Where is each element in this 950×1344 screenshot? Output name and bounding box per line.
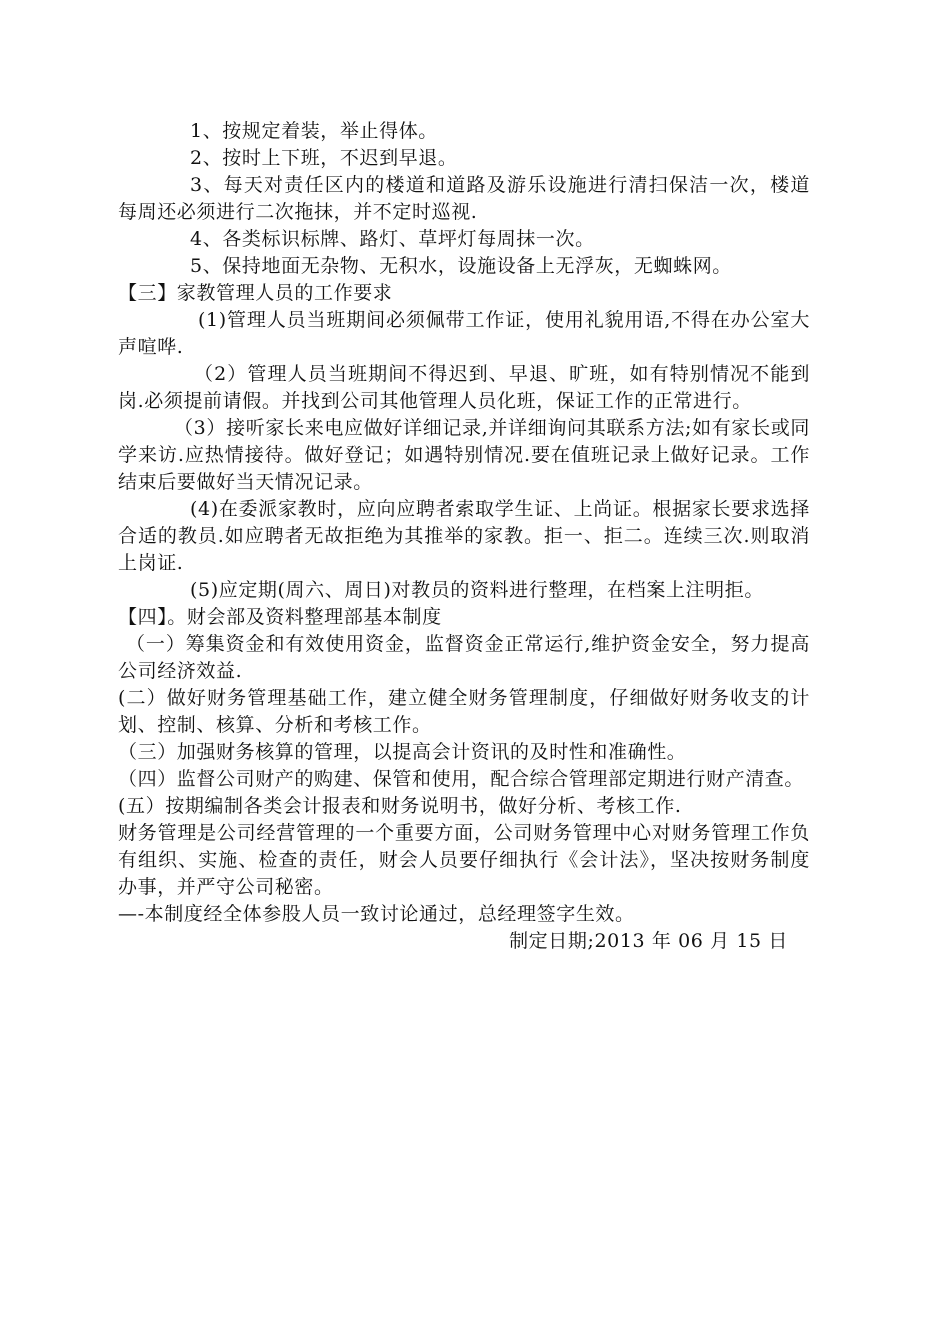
closing-note: —-本制度经全体参股人员一致讨论通过，总经理签字生效。 bbox=[118, 903, 635, 925]
list-item: （三）加强财务核算的管理，以提高会计资讯的及时性和准确性。 bbox=[118, 741, 687, 763]
list-item: 1、按规定着装，举止得体。 bbox=[190, 120, 438, 142]
list-item: (5)应定期(周六、周日)对教员的资料进行整理，在档案上注明拒。 bbox=[190, 579, 764, 601]
list-item: 4、各类标识标牌、路灯、草坪灯每周抹一次。 bbox=[190, 228, 595, 250]
document-date: 制定日期;2013 年 06 月 15 日 bbox=[509, 930, 788, 952]
list-item: 5、保持地面无杂物、无积水，设施设备上无浮灰，无蜘蛛网。 bbox=[190, 255, 732, 277]
list-item: (1)管理人员当班期间必须佩带工作证，使用礼貌用语,不得在办公室大声喧哗. bbox=[118, 309, 810, 358]
list-item: 2、按时上下班，不迟到早退。 bbox=[190, 147, 458, 169]
list-item: (五）按期编制各类会计报表和财务说明书，做好分析、考核工作. bbox=[118, 795, 682, 817]
list-item: （2）管理人员当班期间不得迟到、早退、旷班，如有特别情况不能到岗.必须提前请假。并找到公司其他管理人员化班，保证工作的正常进行。 bbox=[118, 363, 810, 412]
list-item: （3）接听家长来电应做好详细记录,并详细询问其联系方法;如有家长或同学来访.应热情接待。做好登记；如遇特别情况.要在值班记录上做好记录。工作结束后要做好当天情况记录。 bbox=[118, 417, 810, 493]
list-item: (二）做好财务管理基础工作，建立健全财务管理制度，仔细做好财务收支的计划、控制、核算、分析和考核工作。 bbox=[118, 687, 810, 736]
list-item: （一）筹集资金和有效使用资金，监督资金正常运行,维护资金安全，努力提高公司经济效益. bbox=[118, 633, 810, 682]
list-item: (4)在委派家教时，应向应聘者索取学生证、上尚证。根据家长要求选择合适的教员.如应聘者无故拒绝为其推举的家教。拒一、拒二。连续三次.则取消上岗证. bbox=[118, 498, 810, 574]
list-item: （四）监督公司财产的购建、保管和使用，配合综合管理部定期进行财产清查。 bbox=[118, 768, 805, 790]
list-item: 3、每天对责任区内的楼道和道路及游乐设施进行清扫保洁一次，楼道每周还必须进行二次拖抹，并不定时巡视. bbox=[118, 174, 810, 223]
document-page bbox=[118, 118, 810, 955]
section-heading: 【三】家教管理人员的工作要求 bbox=[118, 282, 393, 304]
closing-paragraph: 财务管理是公司经营管理的一个重要方面，公司财务管理中心对财务管理工作负有组织、实施、检查的责任，财会人员要仔细执行《会计法》，坚决按财务制度办事，并严守公司秘密。 bbox=[118, 822, 810, 898]
section-heading: 【四】。财会部及资料整理部基本制度 bbox=[118, 606, 442, 628]
